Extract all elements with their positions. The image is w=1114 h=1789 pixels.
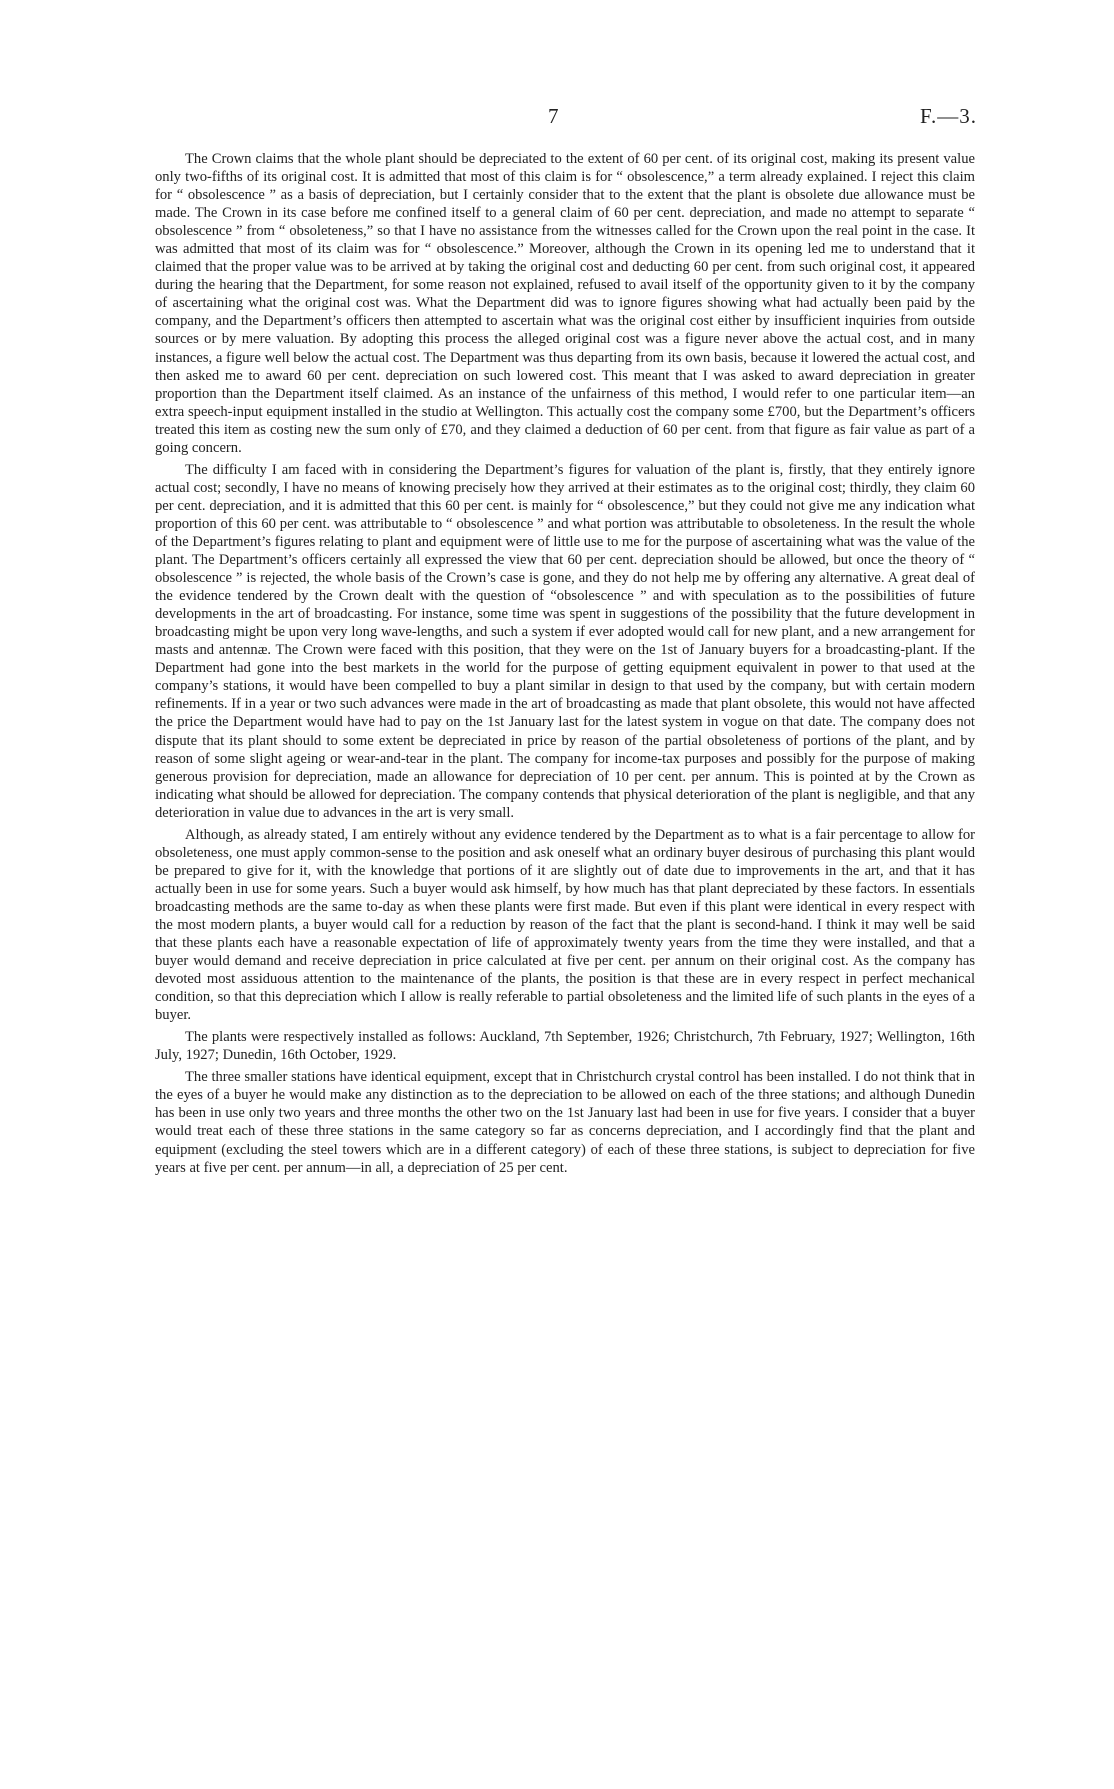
- paragraph-installation-dates: The plants were respectively installed as follows: Auckland, 7th September, 1926; Christchurch, 7th February, 1927; Wellington, 16th July, 1927; Dunedin, 16th October, 1929.: [155, 1029, 975, 1064]
- paragraph-difficulty: The difficulty I am faced with in considering the Department’s figures for valuation of the plant is, firstly, that they entirely ignore actual cost; secondly, I have no means of knowing precisely how they arrived at their estimates as to the original cost; thirdly, they claim 60 per cent. depreciation, and it is admitted that this 60 per cent. is mainly for “ obsolescence,” but they could not give me any indication what proportion of this 60 per cent. was attributable to “ obsolescence ” and what portion was attributable to obsoleteness. In the result the whole of the Department’s figures relating to plant and equipment were of little use to me for the purpose of ascertaining what was the value of the plant. The Department’s officers certainly all expressed the view that 60 per cent. depreciation should be allowed, but once the theory of “ obsolescence ” is rejected, the whole basis of the Crown’s case is gone, and they do not help me by offering any alternative. A great deal of the evidence tendered by the Crown dealt with the question of “obsolescence ” and with speculation as to the possibilities of future developments in the art of broadcasting. For instance, some time was spent in suggestions of the possibility that the future development in broadcasting might be upon very long wave-lengths, and such a system if ever adopted would call for new plant, and a new arrangement for masts and antennæ. The Crown were faced with this position, that they were on the 1st of January buyers for a broadcasting-plant. If the Department had gone into the best markets in the world for the purpose of getting equipment equivalent in power to that used at the company’s stations, it would have been compelled to buy a plant similar in design to that used by the company, but with certain modern refinements. If in a year or two such advances were made in the art of broadcasting as made that plant obsolete, this would not have affected the price the Department would have had to pay on the 1st January last for the latest system in vogue on that date. The company does not dispute that its plant should to some extent be depreciated in price by reason of the partial obsoleteness of portions of the plant, and by reason of some slight ageing or wear-and-tear in the plant. The company for income-tax purposes and possibly for the purpose of making generous provision for depreciation, made an allowance for depreciation of 10 per cent. per annum. This is pointed at by the Crown as indicating what should be allowed for depreciation. The company contends that physical deterioration of the plant is negligible, and that any deterioration in value due to advances in the art is very small.: [155, 461, 975, 821]
- paragraph-crown-claims: The Crown claims that the whole plant should be depreciated to the extent of 60 per cent. of its original cost, making its present value only two-fifths of its original cost. It is admitted that most of this claim is for “ obsolescence,” a term already explained. I reject this claim for “ obsolescence ” as a basis of depreciation, but I certainly consider that to the extent that the plant is obsolete due allowance must be made. The Crown in its case before me confined itself to a general claim of 60 per cent. depreciation, and made no attempt to separate “ obsolescence ” from “ obsoleteness,” so that I have no assistance from the witnesses called for the Crown upon the real point in the case. It was admitted that most of its claim was for “ obsolescence.” Moreover, although the Crown in its opening led me to understand that it claimed that the proper value was to be arrived at by taking the original cost and deducting 60 per cent. from such original cost, it appeared during the hearing that the Department, for some reason not explained, refused to avail itself of the opportunity given to it by the company of ascertaining what the original cost was. What the Department did was to ignore figures showing what had actually been paid by the company, and the Department’s officers then attempted to ascertain what was the original cost either by insufficient inquiries from outside sources or by mere valuation. By adopting this process the alleged original cost was a figure never above the actual cost, and in many instances, a figure well below the actual cost. The Department was thus departing from its own basis, because it lowered the actual cost, and then asked me to award 60 per cent. depreciation on such lowered cost. This meant that I was asked to award depreciation in greater proportion than the Department itself claimed. As an instance of the unfairness of this method, I would refer to one particular item—an extra speech-input equipment installed in the studio at Wellington. This actually cost the company some £700, but the Department’s officers treated this item as costing new the sum only of £70, and they claimed a deduction of 60 per cent. from that figure as fair value as part of a going concern.: [155, 151, 975, 456]
- page-number: 7: [548, 104, 559, 128]
- paragraph-common-sense: Although, as already stated, I am entirely without any evidence tendered by the Department as to what is a fair percentage to allow for obsoleteness, one must apply common-sense to the position and ask oneself what an ordinary buyer desirous of purchasing this plant would be prepared to give for it, with the knowledge that portions of it are slightly out of date due to improvements in the art, and that it has actually been in use for some years. Such a buyer would ask himself, by how much has that plant depreciated by these factors. In essentials broadcasting methods are the same to-day as when these plants were first made. But even if this plant were identical in every respect with the most modern plants, a buyer would call for a reduction by reason of the fact that the plant is second-hand. I think it may well be said that these plants each have a reasonable expectation of life of approximately twenty years from the time they were installed, and that a buyer would demand and receive depreciation in price calculated at five per cent. per annum on their original cost. As the company has devoted most assiduous attention to the maintenance of the plants, the position is that these are in every respect in perfect mechanical condition, so that this depreciation which I allow is really referable to partial obsoleteness and the limited life of such plants in the eyes of a buyer.: [155, 826, 975, 1024]
- body-text: [155, 150, 975, 1181]
- paragraph-smaller-stations: The three smaller stations have identical equipment, except that in Christchurch crystal control has been installed. I do not think that in the eyes of a buyer he would make any distinction as to the depreciation to be allowed on each of the three stations; and although Dunedin has been in use only two years and three months the other two on the 1st January last had been in use for five years. I consider that a buyer would treat each of these three stations in the same category so far as concerns depreciation, and I accordingly find that the plant and equipment (excluding the steel towers which are in a different category) of each of these three stations, is subject to depreciation for five years at five per cent. per annum—in all, a depreciation of 25 per cent.: [155, 1069, 975, 1176]
- paper-code: F.—3.: [920, 104, 977, 128]
